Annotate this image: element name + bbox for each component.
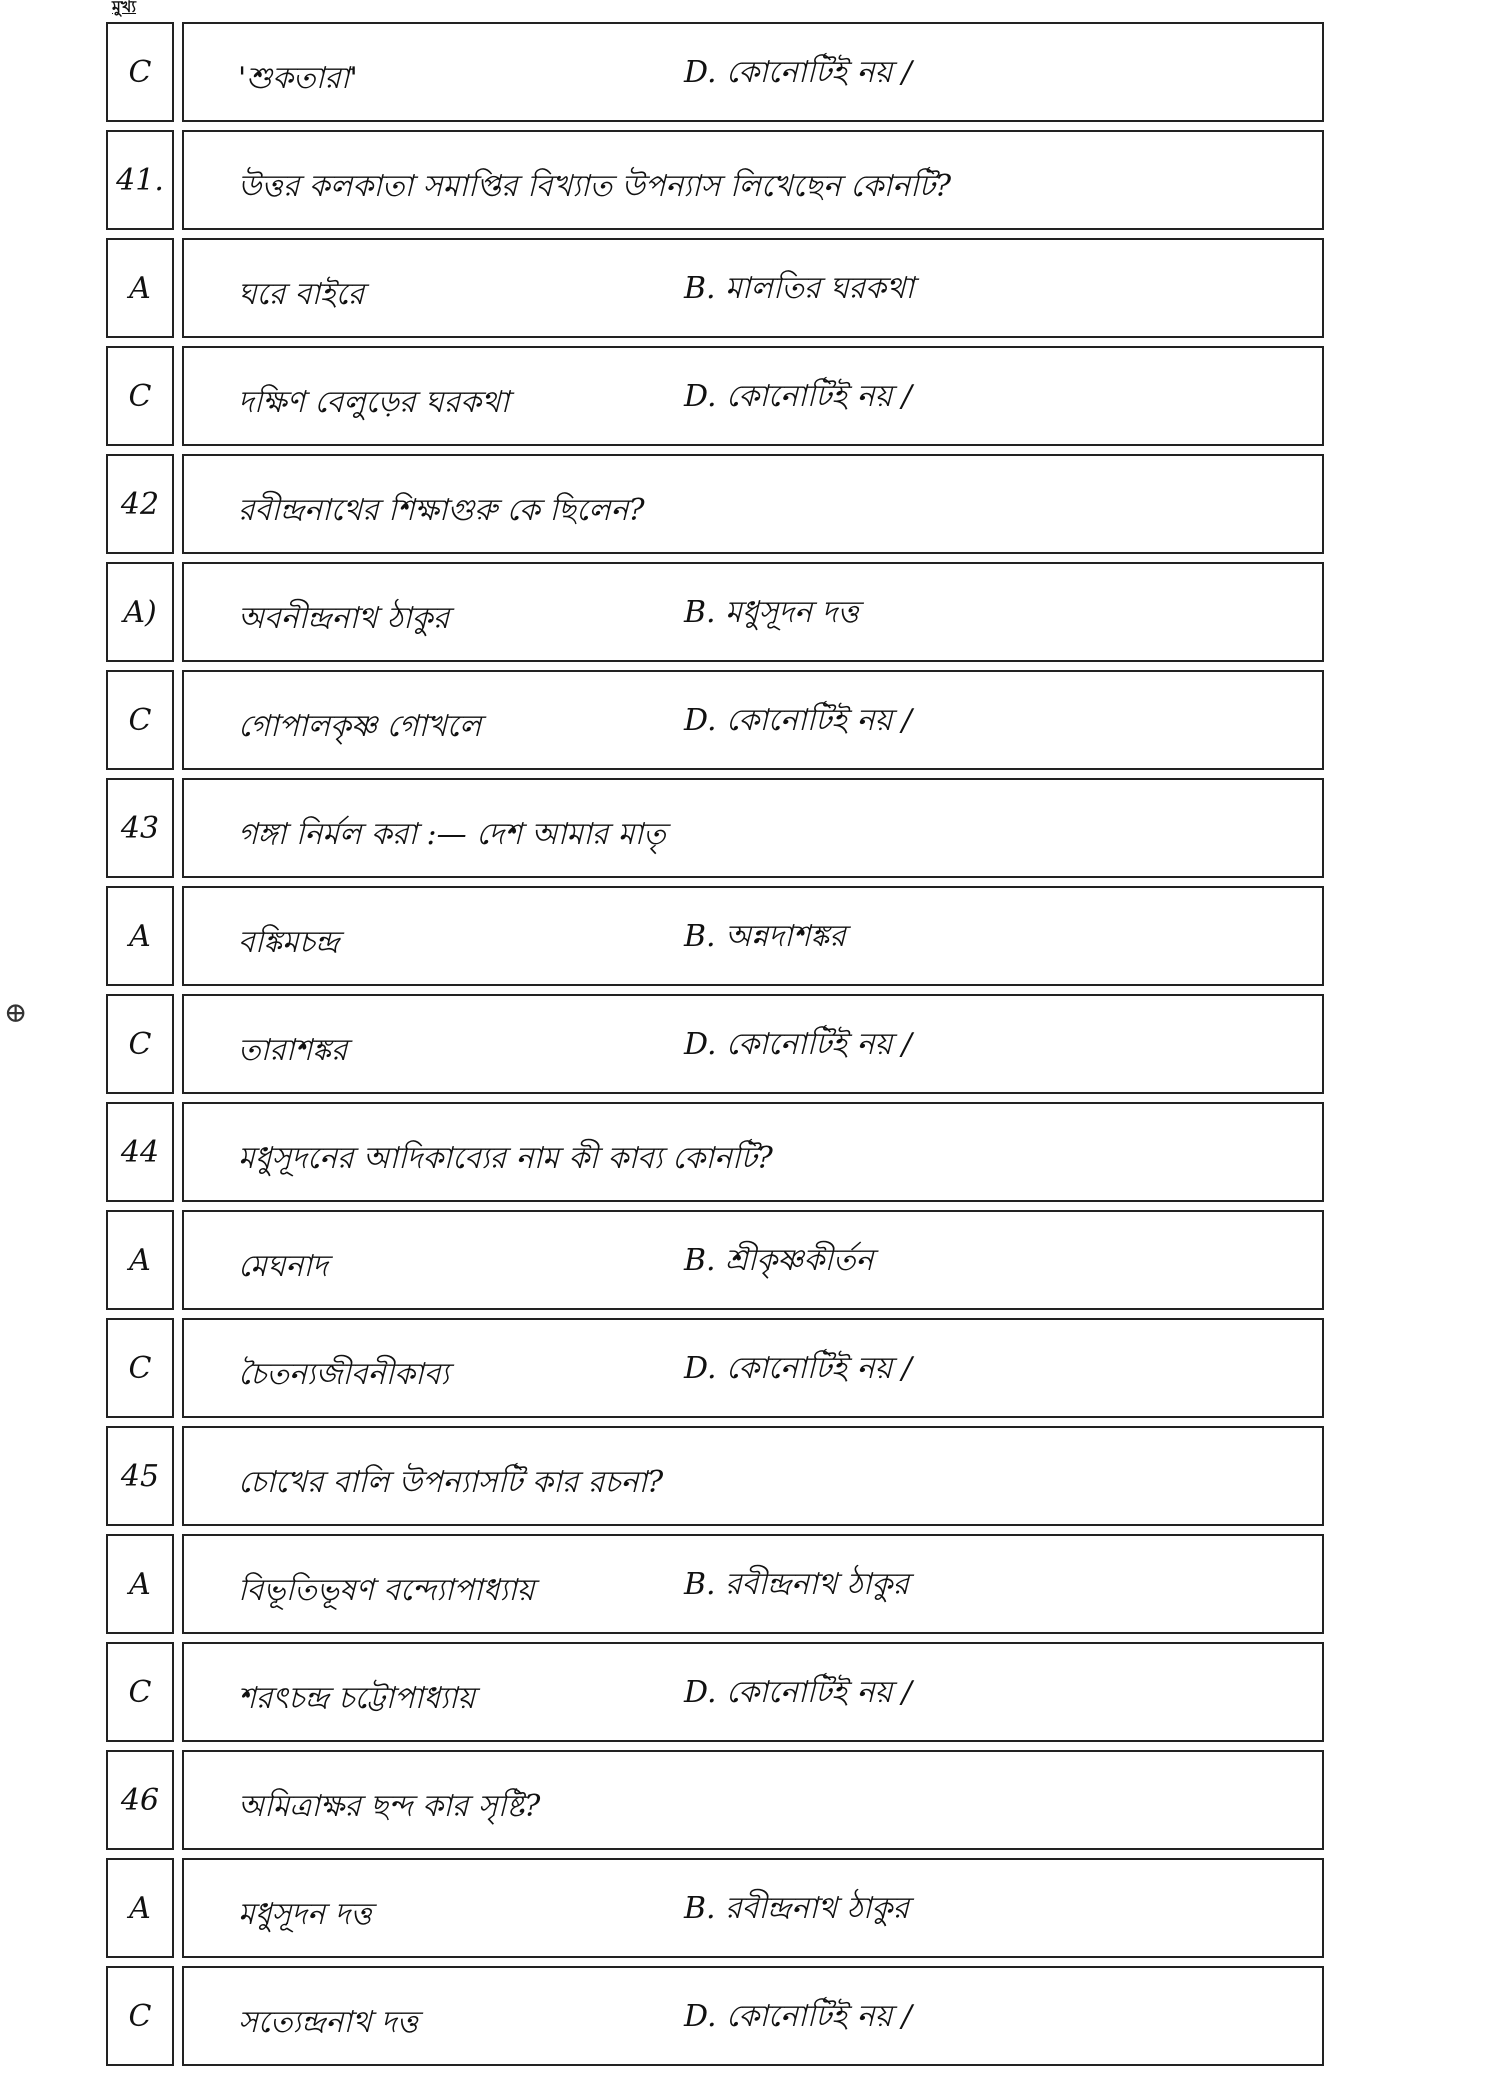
- row-number-cell: C: [106, 1318, 174, 1418]
- row-number-cell: C: [106, 1966, 174, 2066]
- row-text-cell: [182, 454, 1324, 554]
- option-left: চৈতন্যজীবনীকাব্য: [238, 1357, 450, 1392]
- row-number-cell: C: [106, 346, 174, 446]
- table-row: [106, 1426, 1324, 1528]
- row-text-cell: [182, 778, 1324, 878]
- table-row: [106, 346, 1324, 448]
- row-number-cell: A: [106, 886, 174, 986]
- row-number-cell: 41.: [106, 130, 174, 230]
- question-text: উত্তর কলকাতা সমাপ্তির বিখ্যাত উপন্যাস লিখেছেন কোনটি?: [238, 169, 952, 204]
- option-right: B. রবীন্দ্রনাথ ঠাকুর: [684, 1567, 909, 1602]
- answer-sheet-table: [106, 22, 1324, 2074]
- row-number-cell: 45: [106, 1426, 174, 1526]
- row-number-cell: 42: [106, 454, 174, 554]
- option-left: শরৎচন্দ্র চট্টোপাধ্যায়: [238, 1681, 476, 1716]
- option-right: D. কোনোটিই নয় /: [684, 703, 912, 738]
- option-right: D. কোনোটিই নয় /: [684, 1351, 912, 1386]
- table-row: [106, 1642, 1324, 1744]
- table-row: [106, 562, 1324, 664]
- table-row: [106, 130, 1324, 232]
- row-text-cell: [182, 994, 1324, 1094]
- row-number-cell: A: [106, 238, 174, 338]
- table-row: [106, 994, 1324, 1096]
- row-text-cell: [182, 1642, 1324, 1742]
- question-text: অমিত্রাক্ষর ছন্দ কার সৃষ্টি?: [238, 1789, 541, 1824]
- row-number-cell: 44: [106, 1102, 174, 1202]
- table-row: [106, 670, 1324, 772]
- table-row: [106, 1534, 1324, 1636]
- option-right: B. অন্নদাশঙ্কর: [684, 919, 846, 954]
- row-number-cell: A: [106, 1858, 174, 1958]
- row-text-cell: [182, 1750, 1324, 1850]
- row-number-cell: C: [106, 22, 174, 122]
- option-left: বিভূতিভূষণ বন্দ্যোপাধ্যায়: [238, 1573, 535, 1608]
- row-text-cell: [182, 130, 1324, 230]
- crosshair-mark-icon: ⊕: [4, 996, 28, 1029]
- option-left: ঘরে বাইরে: [238, 277, 365, 312]
- row-text-cell: [182, 670, 1324, 770]
- option-left: তারাশঙ্কর: [238, 1033, 348, 1068]
- option-left: মেঘনাদ: [238, 1249, 328, 1284]
- option-right: D. কোনোটিই নয় /: [684, 1675, 912, 1710]
- row-text-cell: [182, 1102, 1324, 1202]
- row-text-cell: [182, 886, 1324, 986]
- table-row: [106, 778, 1324, 880]
- row-text-cell: [182, 1534, 1324, 1634]
- option-right: D. কোনোটিই নয় /: [684, 1027, 912, 1062]
- row-text-cell: [182, 1318, 1324, 1418]
- row-text-cell: [182, 346, 1324, 446]
- row-text-cell: [182, 1858, 1324, 1958]
- table-row: [106, 22, 1324, 124]
- row-text-cell: [182, 1210, 1324, 1310]
- row-text-cell: [182, 562, 1324, 662]
- option-left: অবনীন্দ্রনাথ ঠাকুর: [238, 601, 450, 636]
- option-left: বঙ্কিমচন্দ্র: [238, 925, 340, 960]
- row-number-cell: A): [106, 562, 174, 662]
- table-row: [106, 886, 1324, 988]
- table-row: [106, 238, 1324, 340]
- question-text: গঙ্গা নির্মল করা :— দেশ আমার মাতৃ: [238, 817, 666, 852]
- row-number-cell: C: [106, 1642, 174, 1742]
- row-number-cell: 46: [106, 1750, 174, 1850]
- table-row: [106, 1102, 1324, 1204]
- row-number-cell: C: [106, 994, 174, 1094]
- option-left: সত্যেন্দ্রনাথ দত্ত: [238, 2005, 419, 2040]
- question-text: মধুসূদনের আদিকাব্যের নাম কী কাব্য কোনটি?: [238, 1141, 773, 1176]
- row-text-cell: [182, 1426, 1324, 1526]
- row-text-cell: [182, 1966, 1324, 2066]
- table-row: [106, 1966, 1324, 2068]
- option-right: B. মধুসূদন দত্ত: [684, 595, 859, 630]
- row-number-cell: 43: [106, 778, 174, 878]
- option-right: B. শ্রীকৃষ্ণকীর্তন: [684, 1243, 874, 1278]
- table-row: [106, 1318, 1324, 1420]
- row-number-cell: A: [106, 1210, 174, 1310]
- page-top-strip: [0, 0, 1505, 14]
- table-row: [106, 1210, 1324, 1312]
- option-right: D. কোনোটিই নয় /: [684, 55, 912, 90]
- option-left: দক্ষিণ বেলুড়ের ঘরকথা: [238, 385, 510, 420]
- row-text-cell: [182, 22, 1324, 122]
- question-text: চোখের বালি উপন্যাসটি কার রচনা?: [238, 1465, 664, 1500]
- table-row: [106, 1858, 1324, 1960]
- table-row: [106, 1750, 1324, 1852]
- option-left: 'শুকতারা': [238, 61, 358, 96]
- table-row: [106, 454, 1324, 556]
- row-text-cell: [182, 238, 1324, 338]
- option-right: D. কোনোটিই নয় /: [684, 379, 912, 414]
- option-left: মধুসূদন দত্ত: [238, 1897, 372, 1932]
- option-left: গোপালকৃষ্ণ গোখলে: [238, 709, 482, 744]
- question-text: রবীন্দ্রনাথের শিক্ষাগুরু কে ছিলেন?: [238, 493, 645, 528]
- header-left-label: মুখ্য: [112, 0, 137, 16]
- option-right: B. রবীন্দ্রনাথ ঠাকুর: [684, 1891, 909, 1926]
- row-number-cell: C: [106, 670, 174, 770]
- option-right: D. কোনোটিই নয় /: [684, 1999, 912, 2034]
- row-number-cell: A: [106, 1534, 174, 1634]
- option-right: B. মালতির ঘরকথা: [684, 271, 915, 306]
